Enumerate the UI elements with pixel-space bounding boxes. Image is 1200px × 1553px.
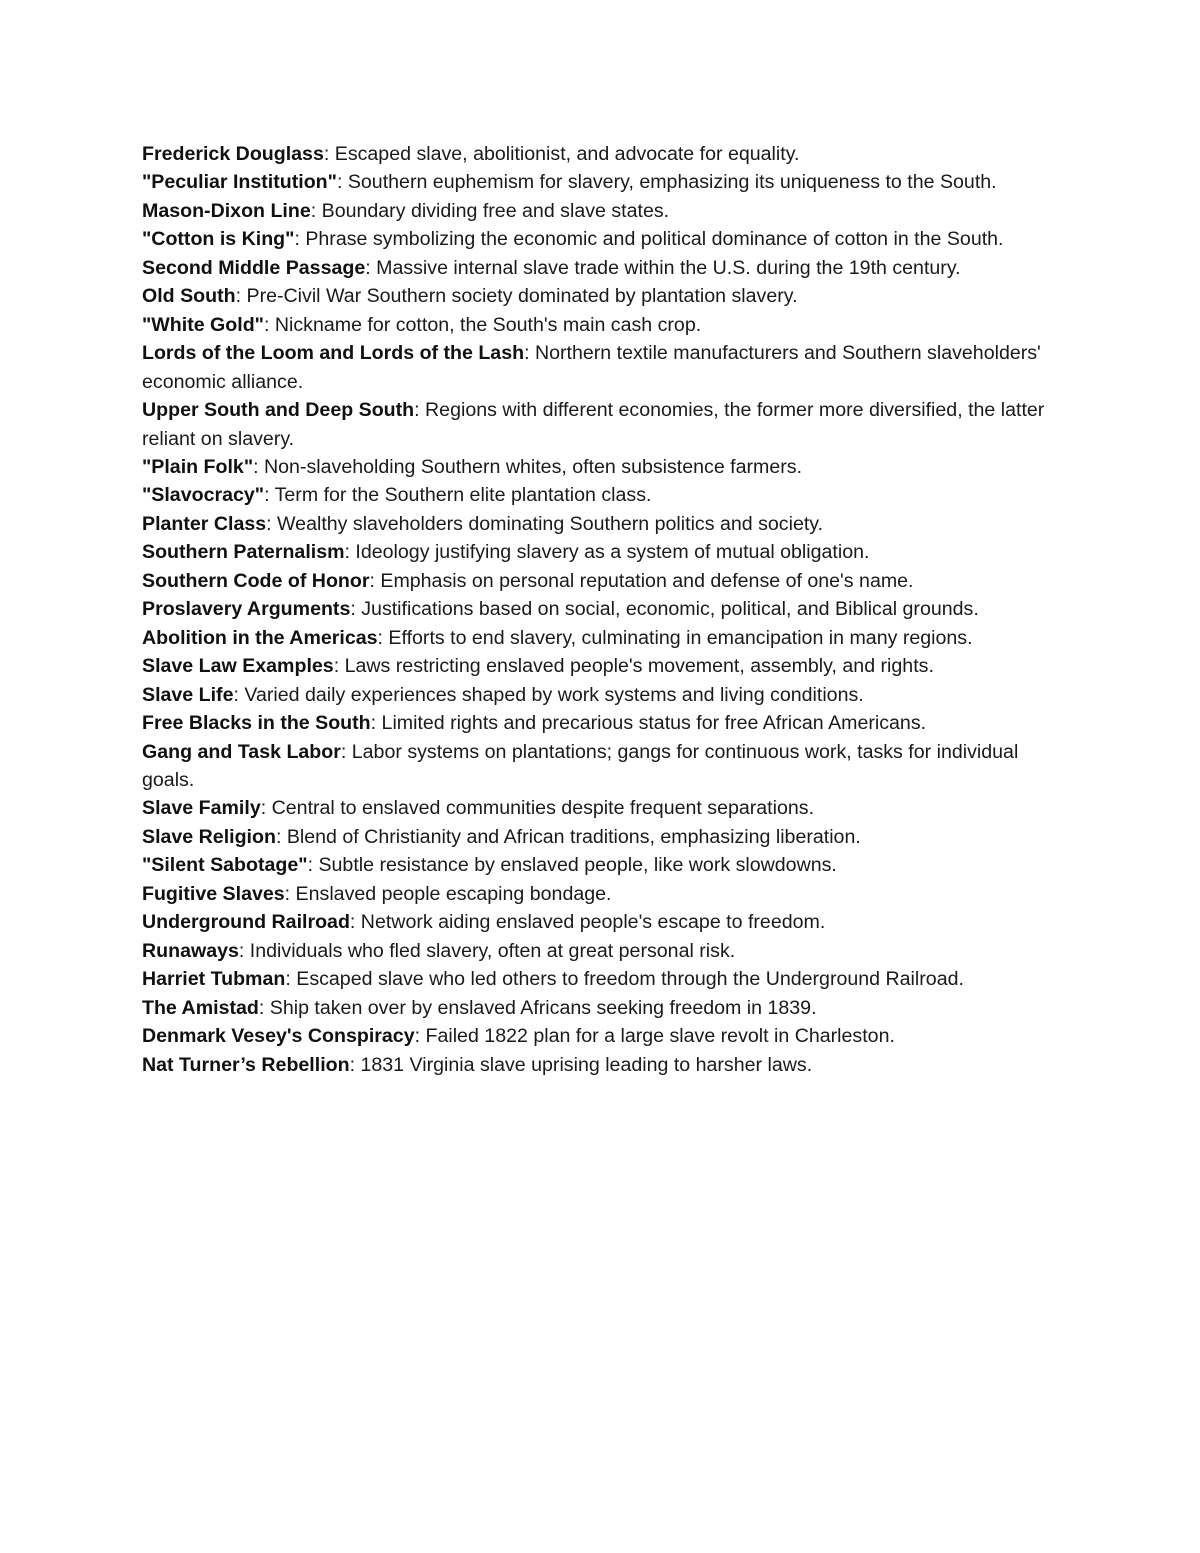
entry-definition: : Labor systems on plantations; gangs for continuous work, tasks for individual goals.: [142, 740, 1019, 791]
entry-term: "Slavocracy": [142, 484, 265, 507]
entry-definition: : Failed 1822 plan for a large slave revolt in Charleston.: [414, 1025, 895, 1048]
entry-term: Lords of the Loom and Lords of the Lash: [142, 342, 525, 365]
entry-definition: : Ideology justifying slavery as a system of mutual obligation.: [344, 541, 870, 564]
entry-definition: : Ship taken over by enslaved Africans seeking freedom in 1839.: [258, 996, 817, 1019]
glossary-entry: [142, 994, 1072, 1022]
entry-definition: : Escaped slave, abolitionist, and advocate for equality.: [323, 143, 800, 165]
glossary-entry: [142, 794, 1072, 822]
entry-definition: : Pre-Civil War Southern society dominated by plantation slavery.: [235, 285, 798, 308]
glossary-entry: [142, 225, 1072, 253]
entry-definition: : Network aiding enslaved people's escape to freedom.: [349, 911, 826, 934]
glossary-entry: [142, 965, 1072, 993]
glossary-entry: [142, 311, 1072, 339]
entry-term: Frederick Douglass: [142, 143, 324, 165]
entry-definition: : Limited rights and precarious status for free African Americans.: [370, 712, 927, 735]
entry-definition: : Northern textile manufacturers and Southern slaveholders' economic alliance.: [142, 342, 1041, 393]
entry-definition: : Individuals who fled slavery, often at great personal risk.: [238, 939, 736, 962]
glossary-entry: [142, 681, 1072, 709]
entry-definition: : Blend of Christianity and African traditions, emphasizing liberation.: [275, 825, 861, 848]
entry-term: Slave Life: [142, 683, 234, 706]
glossary-entry: [142, 851, 1072, 879]
glossary-entry: [142, 197, 1072, 225]
entry-definition: : Nickname for cotton, the South's main cash crop.: [263, 313, 702, 336]
entry-term: Proslavery Arguments: [142, 598, 351, 621]
glossary-entry: [142, 567, 1072, 595]
entry-definition: : Massive internal slave trade within the U.S. during the 19th century.: [365, 256, 961, 279]
entry-term: Abolition in the Americas: [142, 626, 378, 649]
entry-term: "White Gold": [142, 313, 264, 336]
glossary-entry: [142, 624, 1072, 652]
entry-term: Denmark Vesey's Conspiracy: [142, 1025, 415, 1048]
entry-term: Underground Railroad: [142, 911, 350, 934]
entry-definition: : Non-slaveholding Southern whites, often subsistence farmers.: [253, 455, 803, 478]
glossary-entry: [142, 880, 1072, 908]
entry-definition: : Efforts to end slavery, culminating in emancipation in many regions.: [377, 626, 973, 649]
entry-term: Slave Religion: [142, 825, 276, 848]
entry-term: Nat Turner’s Rebellion: [142, 1053, 350, 1076]
glossary-entry: [142, 652, 1072, 680]
entry-definition: : Enslaved people escaping bondage.: [284, 882, 612, 905]
glossary-entry: [142, 538, 1072, 566]
entry-term: "Silent Sabotage": [142, 854, 308, 877]
glossary-entry: [142, 396, 1072, 453]
entry-definition: : Regions with different economies, the former more diversified, the latter reliant on slavery.: [142, 399, 1045, 450]
glossary-entry: [142, 339, 1072, 396]
entry-term: Harriet Tubman: [142, 968, 286, 991]
entry-term: "Peculiar Institution": [142, 171, 337, 194]
entry-term: Mason-Dixon Line: [142, 199, 311, 222]
entry-definition: : Central to enslaved communities despite frequent separations.: [260, 797, 815, 820]
entry-definition: : Justifications based on social, economic, political, and Biblical grounds.: [350, 598, 979, 621]
glossary-entry: [142, 282, 1072, 310]
glossary-entry: [142, 453, 1072, 481]
glossary-entry: [142, 937, 1072, 965]
glossary-entry: [142, 823, 1072, 851]
glossary-entry: [142, 140, 1072, 168]
glossary-list: [142, 140, 1072, 1079]
entry-term: "Cotton is King": [142, 228, 295, 251]
glossary-entry: [142, 1051, 1072, 1079]
entry-term: Gang and Task Labor: [142, 740, 341, 763]
entry-term: Runaways: [142, 939, 239, 962]
entry-term: Southern Code of Honor: [142, 569, 370, 592]
entry-definition: : Emphasis on personal reputation and defense of one's name.: [369, 569, 914, 592]
entry-term: Old South: [142, 285, 236, 308]
glossary-entry: [142, 1022, 1072, 1050]
glossary-entry: [142, 908, 1072, 936]
entry-definition: : Escaped slave who led others to freedom through the Underground Railroad.: [285, 968, 964, 991]
entry-term: "Plain Folk": [142, 455, 254, 478]
entry-definition: : Phrase symbolizing the economic and political dominance of cotton in the South.: [294, 228, 1004, 251]
entry-definition: : Subtle resistance by enslaved people, like work slowdowns.: [307, 854, 837, 877]
entry-definition: : Varied daily experiences shaped by work systems and living conditions.: [233, 683, 864, 706]
entry-definition: : Term for the Southern elite plantation class.: [264, 484, 652, 507]
glossary-entry: [142, 595, 1072, 623]
glossary-entry: [142, 168, 1072, 196]
entry-term: Upper South and Deep South: [142, 399, 415, 422]
entry-term: Fugitive Slaves: [142, 882, 285, 905]
glossary-entry: [142, 738, 1072, 795]
entry-term: Southern Paternalism: [142, 541, 345, 564]
entry-term: Slave Family: [142, 797, 261, 820]
entry-term: Slave Law Examples: [142, 655, 334, 678]
entry-term: Planter Class: [142, 512, 267, 535]
entry-definition: : Boundary dividing free and slave states.: [310, 199, 670, 222]
glossary-entry: [142, 481, 1072, 509]
glossary-entry: [142, 709, 1072, 737]
entry-definition: : Wealthy slaveholders dominating Southern politics and society.: [266, 512, 824, 535]
entry-term: The Amistad: [142, 996, 259, 1019]
glossary-entry: [142, 254, 1072, 282]
entry-definition: : Laws restricting enslaved people's movement, assembly, and rights.: [333, 655, 934, 678]
entry-definition: : Southern euphemism for slavery, emphasizing its uniqueness to the South.: [336, 171, 997, 194]
entry-term: Free Blacks in the South: [142, 712, 371, 735]
entry-term: Second Middle Passage: [142, 256, 366, 279]
glossary-entry: [142, 510, 1072, 538]
entry-definition: : 1831 Virginia slave uprising leading to harsher laws.: [349, 1053, 813, 1076]
